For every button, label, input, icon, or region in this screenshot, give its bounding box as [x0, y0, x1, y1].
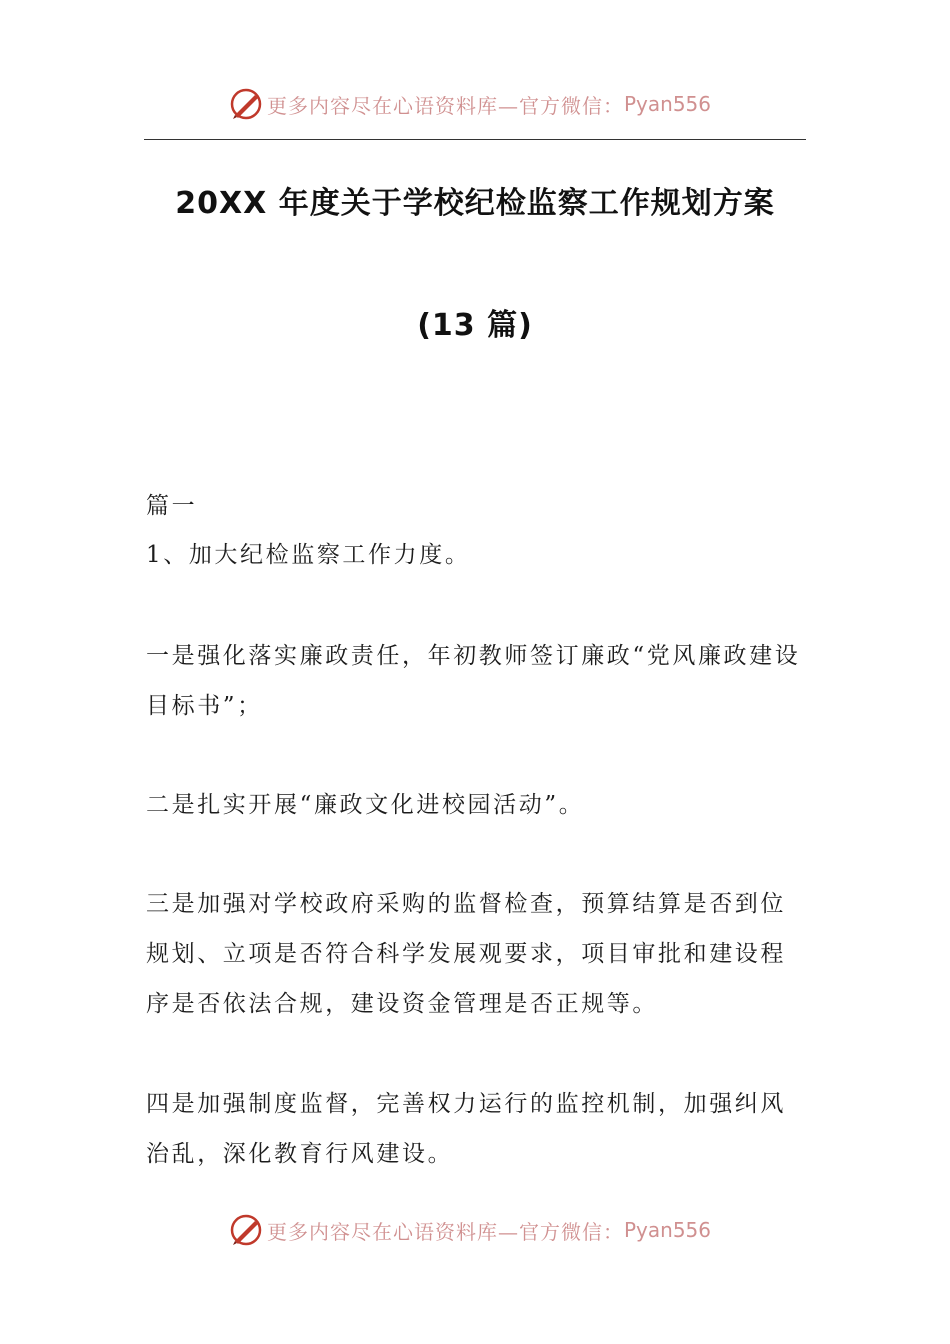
watermark-wechat-id: Pyan556	[624, 1218, 712, 1242]
watermark-text: 更多内容尽在心语资料库—官方微信：	[267, 93, 624, 118]
document-title: 20XX 年度关于学校纪检监察工作规划方案	[175, 186, 775, 221]
watermark-text: 更多内容尽在心语资料库—官方微信：	[267, 1219, 624, 1244]
item-heading: 1、加大纪检监察工作力度。	[146, 542, 471, 568]
watermark-wechat-id: Pyan556	[624, 92, 712, 116]
paragraph-3: 三是加强对学校政府采购的监督检查，预算结算是否到位规划、立项是否符合科学发展观要求，项目审批和建设程序是否依法合规，建设资金管理是否正规等。	[146, 891, 786, 1017]
paragraph-2: 二是扎实开展“廉政文化进校园活动”。	[146, 792, 585, 818]
pen-logo-icon	[229, 1213, 263, 1247]
footer-watermark	[0, 1210, 950, 1250]
header-watermark	[0, 84, 950, 124]
paragraph-1: 一是强化落实廉政责任，年初教师签订廉政“党风廉政建设目标书”；	[146, 643, 801, 719]
pen-logo-icon	[229, 87, 263, 121]
header-rule	[144, 139, 806, 140]
paragraph-4: 四是加强制度监督，完善权力运行的监控机制，加强纠风治乱，深化教育行风建设。	[146, 1091, 786, 1167]
section-heading: 篇一	[146, 493, 198, 519]
document-subtitle: (13 篇)	[417, 308, 533, 343]
